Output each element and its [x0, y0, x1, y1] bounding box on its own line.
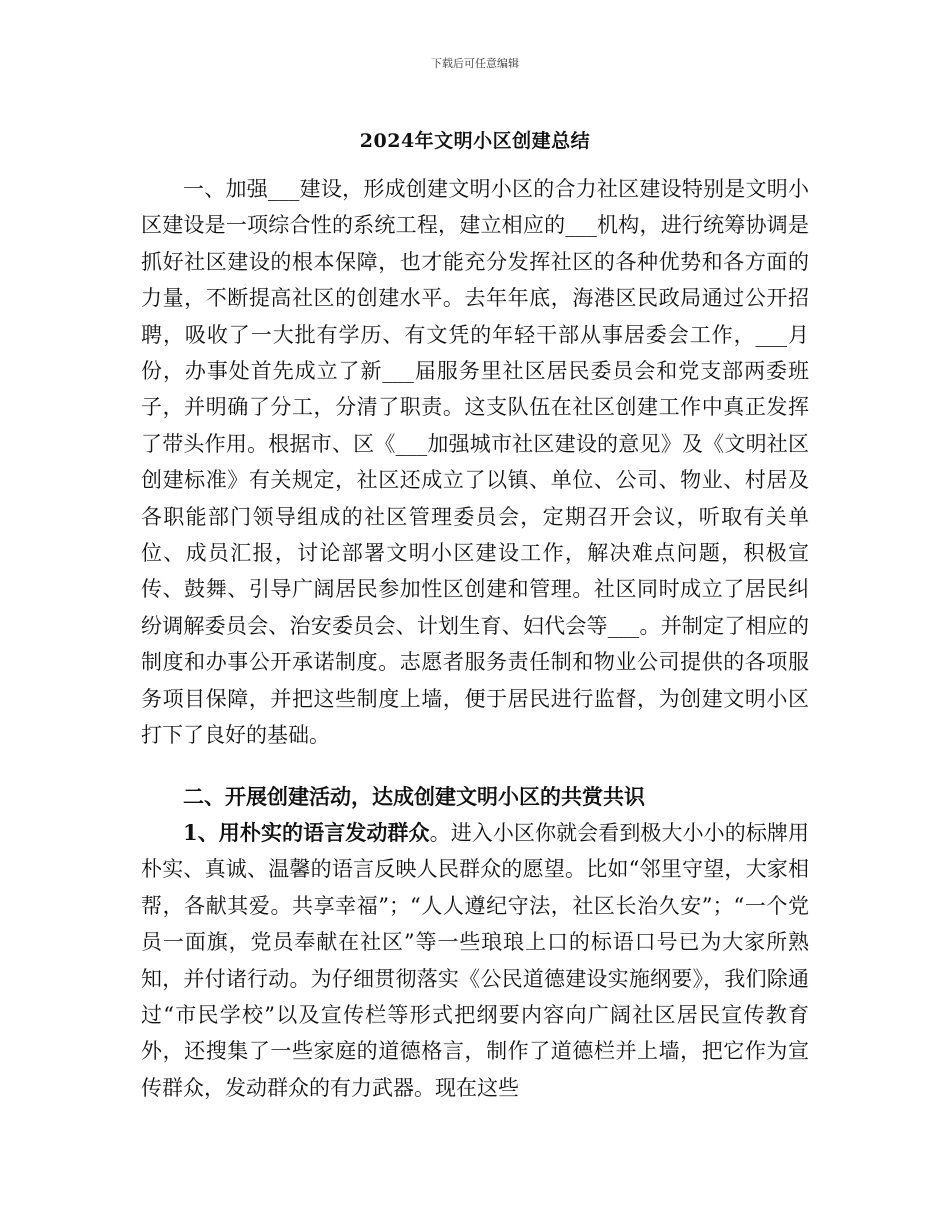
paragraph-1: 一、加强___建设，形成创建文明小区的合力社区建设特别是文明小区建设是一项综合性的系统工程，建立相应的___机构，进行统筹协调是抓好社区建设的根本保障，也才能充分发挥社区的各种优势和各方面的力量，不断提高社区的创建水平。去年年底，海港区民政局通过公开招聘，吸收了一大批有学历、有文凭的年轻干部从事居委会工作，___月份，办事处首先成立了新___届服务里社区居民委员会和党支部两委班子，并明确了分工，分清了职责。这支队伍在社区创建工作中真正发挥了带头作用。根据市、区《___加强城市社区建设的意见》及《文明社区创建标准》有关规定，社区还成立了以镇、单位、公司、物业、村居及各职能部门领导组成的社区管理委员会，定期召开会议，听取有关单位、成员汇报，讨论部署文明小区建设工作，解决难点问题，积极宣传、鼓舞、引导广阔居民参加性区创建和管理。社区同时成立了居民纠纷调解委员会、治安委员会、计划生育、妇代会等___。并制定了相应的制度和办事公开承诺制度。志愿者服务责任制和物业公司提供的各项服务项目保障，并把这些制度上墙，便于居民进行监督，为创建文明小区打下了良好的基础。	[141, 177, 809, 748]
document-title: 2024年文明小区创建总结	[359, 130, 591, 152]
paragraph-2-body: 。进入小区你就会看到极大小小的标牌用朴实、真诚、温馨的语言反映人民群众的愿望。比如“邻里守望，大家相帮，各献其爱。共享幸福”；“人人遵纪守法，社区长治久安”；“一个党员一面旗，党员奉献在社区”等一些琅琅上口的标语口号已为大家所熟知，并付诸行动。为仔细贯彻落实《公民道德建设实施纲要》，我们除通过“市民学校”以及宣传栏等形式把纲要内容向广阔社区居民宣传教育外，还搜集了一些家庭的道德格言，制作了道德栏并上墙，把它作为宣传群众，发动群众的有力武器。现在这些	[141, 821, 809, 1100]
paragraph-2-lead: 用朴实的语言发动群众	[218, 820, 430, 845]
paragraph-2	[141, 815, 809, 1106]
header-note: 下载后可任意编辑	[431, 57, 519, 70]
paragraph-2-number: 1、	[183, 820, 219, 845]
section-heading-2: 二、开展创建活动，达成创建文明小区的共赏共识	[183, 784, 645, 809]
